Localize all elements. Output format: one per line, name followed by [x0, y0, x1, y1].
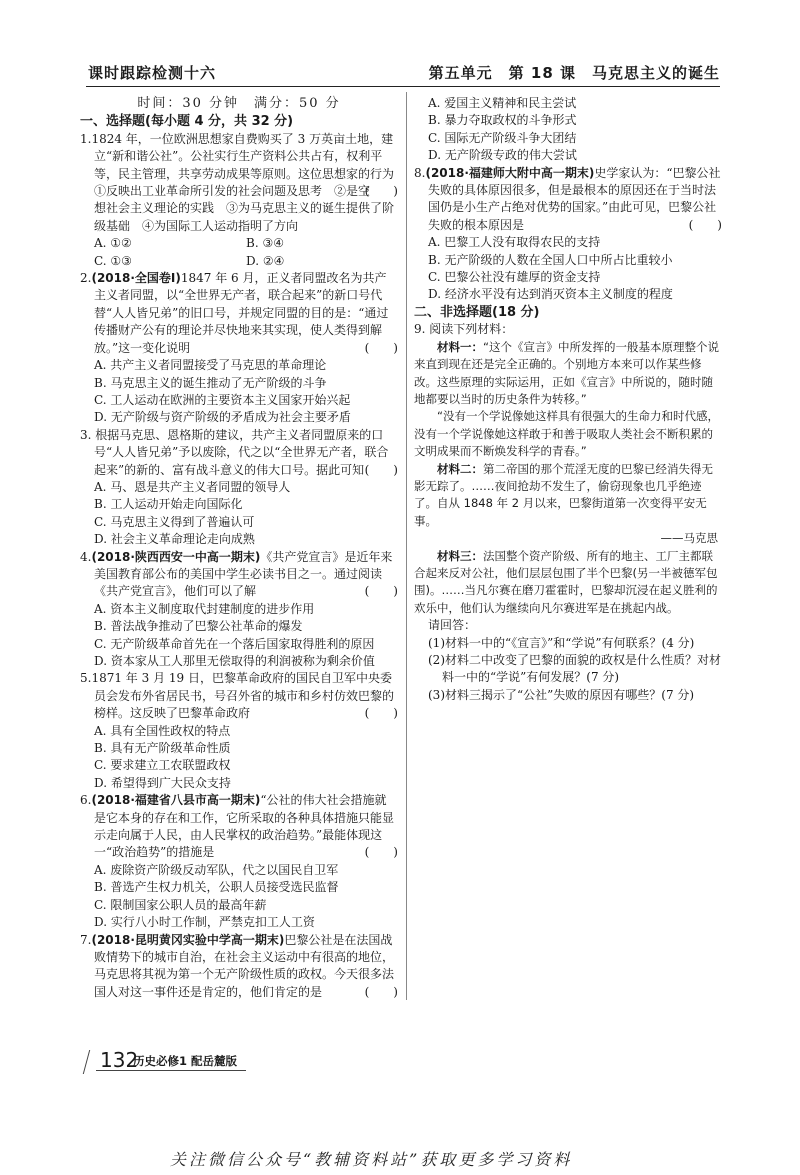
option-c: C. 无产阶级革命首先在一个落后国家取得胜利的原因 [94, 636, 375, 651]
option-b: B. 暴力夺取政权的斗争形式 [428, 113, 577, 128]
question-8-source: (2018·福建师大附中高一期末) [425, 165, 595, 180]
question-8-stem: 史学家认为：“巴黎公社失败的具体原因很多，但是最根本的原因还在于当时法国仍是小生产占绝对优势的国家。”由此可见，巴黎公社失败的根本原因是 [428, 165, 721, 232]
question-8-number: 8. [414, 165, 426, 180]
option-d: D. 实行八小时工作制，严禁克扣工人工资 [94, 915, 315, 930]
question-7 [80, 932, 398, 1002]
question-2 [80, 270, 398, 357]
handwritten-watermark: 关注微信公众号“教辅资料站”获取更多学习资料 [170, 1150, 573, 1169]
question-6-source: (2018·福建省八县市高一期末) [91, 793, 261, 808]
question-4-source: (2018·陕西西安一中高一期末) [91, 549, 261, 564]
option-d: D. 经济水平没有达到消灭资本主义制度的程度 [428, 287, 673, 302]
question-9-intro: 9. 阅读下列材料： [414, 322, 514, 337]
header-title: 课时跟踪检测十六 [88, 64, 217, 82]
answer-blank: ( ) [364, 584, 398, 599]
option-c: C. 限制国家公职人员的最高年薪 [94, 897, 267, 912]
question-4-stem: 《共产党宣言》是近年来美国教育部公布的美国中学生必读书目之一。通过阅读《共产党宣言》，他们可以了解 [94, 549, 393, 599]
material-1-label: 材料一： [437, 339, 483, 354]
answer-blank: ( ) [364, 845, 398, 860]
material-1-text: “这个《宣言》中所发挥的一般基本原理整个说来直到现在还是完全正确的。个别地方本来可以作某些修改。这些原理的实际运用，正如《宣言》中所说的，随时随地都要以当时的历史条件为转移。” [414, 339, 719, 406]
question-4 [80, 549, 398, 601]
left-column [80, 95, 398, 1001]
material-2-source: ——马克思 [660, 531, 718, 546]
option-a: A. 具有全国性政权的特点 [94, 723, 231, 738]
question-1-statements: ①反映出工业革命所引发的社会问题及思考 ②是空想社会主义理论的实践 ③为马克思主义的诞生提供了阶级基础 ④为国际工人运动指明了方向 [94, 184, 395, 233]
option-c: C. 马克思主义得到了普遍认可 [94, 514, 255, 529]
option-c: C. 巴黎公社没有雄厚的资金支持 [428, 270, 601, 285]
material-3-label: 材料三： [437, 548, 483, 563]
question-5 [80, 670, 398, 722]
question-8 [414, 165, 722, 235]
header-rule [86, 86, 720, 87]
section-2-title: 二、非选择题(18 分) [414, 304, 540, 320]
option-a: A. 巴黎工人没有取得农民的支持 [428, 235, 601, 250]
material-2-label: 材料二： [437, 461, 483, 476]
question-3 [80, 427, 398, 479]
question-2-stem: 1847 年 6 月，正义者同盟改名为共产主义者同盟，以“全世界无产者，联合起来”的新口号代替“人人皆兄弟”的旧口号，并规定同盟的目的是：“通过传播财产公有的理论并尽快地来其实现，使人类得到解放。”这一变化说明 [94, 271, 389, 355]
option-b: B. 普法战争推动了巴黎公社革命的爆发 [94, 619, 303, 634]
answer-blank: ( ) [364, 984, 398, 999]
option-b: B. 普选产生权力机关，公职人员接受选民监督 [94, 880, 339, 895]
option-b: B. 马克思主义的诞生推动了无产阶级的斗争 [94, 375, 327, 390]
question-2-source: (2018·全国卷Ⅰ) [91, 271, 181, 286]
material-3-text: 法国整个资产阶级、所有的地主、工厂主都联合起来反对公社，他们层层包围了半个巴黎(另一半被德军包围)。……当凡尔赛在磨刀霍霍时，巴黎却沉浸在起义胜利的欢乐中，他们认为继续向凡尔赛进军是在挑起内战。 [414, 548, 718, 615]
question-7-source: (2018·昆明黄冈实验中学高一期末) [91, 932, 285, 947]
option-b: B. ③④ [246, 236, 284, 251]
question-4-number: 4. [80, 549, 92, 564]
material-3 [414, 548, 722, 618]
header-unit: 第五单元 第 18 课 马克思主义的诞生 [428, 64, 720, 82]
option-c: C. ①③ [94, 253, 132, 268]
page-number: 132 [100, 1048, 139, 1072]
column-divider [406, 92, 407, 1000]
option-d: D. 无产阶级专政的伟大尝试 [428, 148, 577, 163]
question-7-number: 7. [80, 932, 92, 947]
answer-prompt: 请回答： [428, 618, 477, 633]
material-2 [414, 461, 722, 531]
option-a: A. 马、恩是共产主义者同盟的领导人 [94, 479, 291, 494]
option-c: C. 要求建立工农联盟政权 [94, 758, 231, 773]
option-a: A. 爱国主义精神和民主尝试 [428, 96, 577, 110]
sub-question-3: (3)材料三揭示了“公社”失败的原因有哪些？(7 分) [428, 687, 695, 702]
option-d: D. 无产阶级与资产阶级的矛盾成为社会主要矛盾 [94, 410, 351, 425]
option-a: A. 资本主义制度取代封建制度的进步作用 [94, 601, 315, 616]
question-6 [80, 792, 398, 862]
question-7-stem: 巴黎公社是在法国战败情势下的城市自治，在社会主义运动中有很高的地位，马克思将其视为第一个无产阶级性质的政权。今天很多法国人对这一事件还是肯定的，他们肯定的是 [94, 932, 395, 999]
question-5-stem: 5.1871 年 3 月 19 日，巴黎革命政府的国民自卫军中央委员会发布外省居民书，号召外省的城市和乡村仿效巴黎的榜样。这反映了巴黎革命政府 [80, 671, 395, 721]
option-d: D. 资本家从工人那里无偿取得的利润被称为剩余价值 [94, 654, 375, 668]
option-d: D. 希望得到广大民众支持 [94, 775, 231, 790]
exam-info: 时间：30 分钟 满分：50 分 [137, 96, 341, 111]
answer-blank: ( ) [364, 462, 398, 477]
option-d: D. ②④ [246, 253, 285, 268]
answer-blank: ( ) [688, 217, 722, 232]
material-2-text: 第二帝国的那个荒淫无度的巴黎已经消失得无影无踪了。……夜间抢劫不发生了，偷窃现象也几乎绝迹了。自从 1848 年 2 月以来，巴黎街道第一次变得平安无事。 [414, 461, 713, 528]
footer-rule [96, 1070, 246, 1071]
option-b: B. 无产阶级的人数在全国人口中所占比重较小 [428, 252, 673, 267]
answer-blank: ( ) [364, 184, 398, 199]
question-2-number: 2. [80, 271, 92, 286]
question-1 [80, 131, 398, 199]
material-1-quote-2: “没有一个学说像她这样具有很强大的生命力和时代感，没有一个学说像她这样敢于和善于吸取人类社会不断积累的文明成果而不断焕发科学的青春。” [414, 409, 719, 459]
question-6-number: 6. [80, 793, 92, 808]
section-1-title: 一、选择题(每小题 4 分，共 32 分) [80, 114, 294, 130]
option-d: D. 社会主义革命理论走向成熟 [94, 532, 255, 547]
option-a: A. 废除资产阶级反动军队，代之以国民自卫军 [94, 862, 339, 877]
option-b: B. 具有无产阶级革命性质 [94, 741, 231, 756]
right-column [414, 95, 722, 704]
answer-blank: ( ) [364, 340, 398, 355]
option-b: B. 工人运动开始走向国际化 [94, 497, 243, 512]
material-1 [414, 339, 722, 409]
answer-blank: ( ) [364, 706, 398, 721]
sub-question-1: (1)材料一中的“《宣言》”和“学说”有何联系？(4 分) [428, 635, 695, 650]
question-3-stem: 3. 根据马克思、恩格斯的建议，共产主义者同盟原来的口号“人人皆兄弟”予以废除，代之以“全世界无产者，联合起来”的新的、富有战斗意义的伟大口号。据此可知 [80, 427, 389, 477]
book-title: 历史必修1 配岳麓版 [133, 1054, 238, 1068]
sub-question-2: (2)材料二中改变了巴黎的面貌的政权是什么性质？对材料一中的“学说”有何发展？(7 分) [428, 653, 722, 685]
question-1-options [80, 235, 398, 270]
question-6-stem: “公社的伟大社会措施就是它本身的存在和工作，它所采取的各种具体措施只能显示走向属于人民，由人民掌权的政治趋势。”最能体现这一“政治趋势”的措施是 [94, 793, 395, 860]
option-c: C. 工人运动在欧洲的主要资本主义国家开始兴起 [94, 392, 351, 407]
question-1-stem: 1.1824 年，一位欧洲思想家自费购买了 3 万英亩土地，建立“新和谐公社”。公社实行生产资料公共占有，权利平等，民主管理，共享劳动成果等原则。这位思想家的行为 [80, 131, 395, 181]
option-a: A. 共产主义者同盟接受了马克思的革命理论 [94, 358, 327, 373]
option-a: A. ①② [94, 236, 132, 251]
option-c: C. 国际无产阶级斗争大团结 [428, 130, 577, 145]
